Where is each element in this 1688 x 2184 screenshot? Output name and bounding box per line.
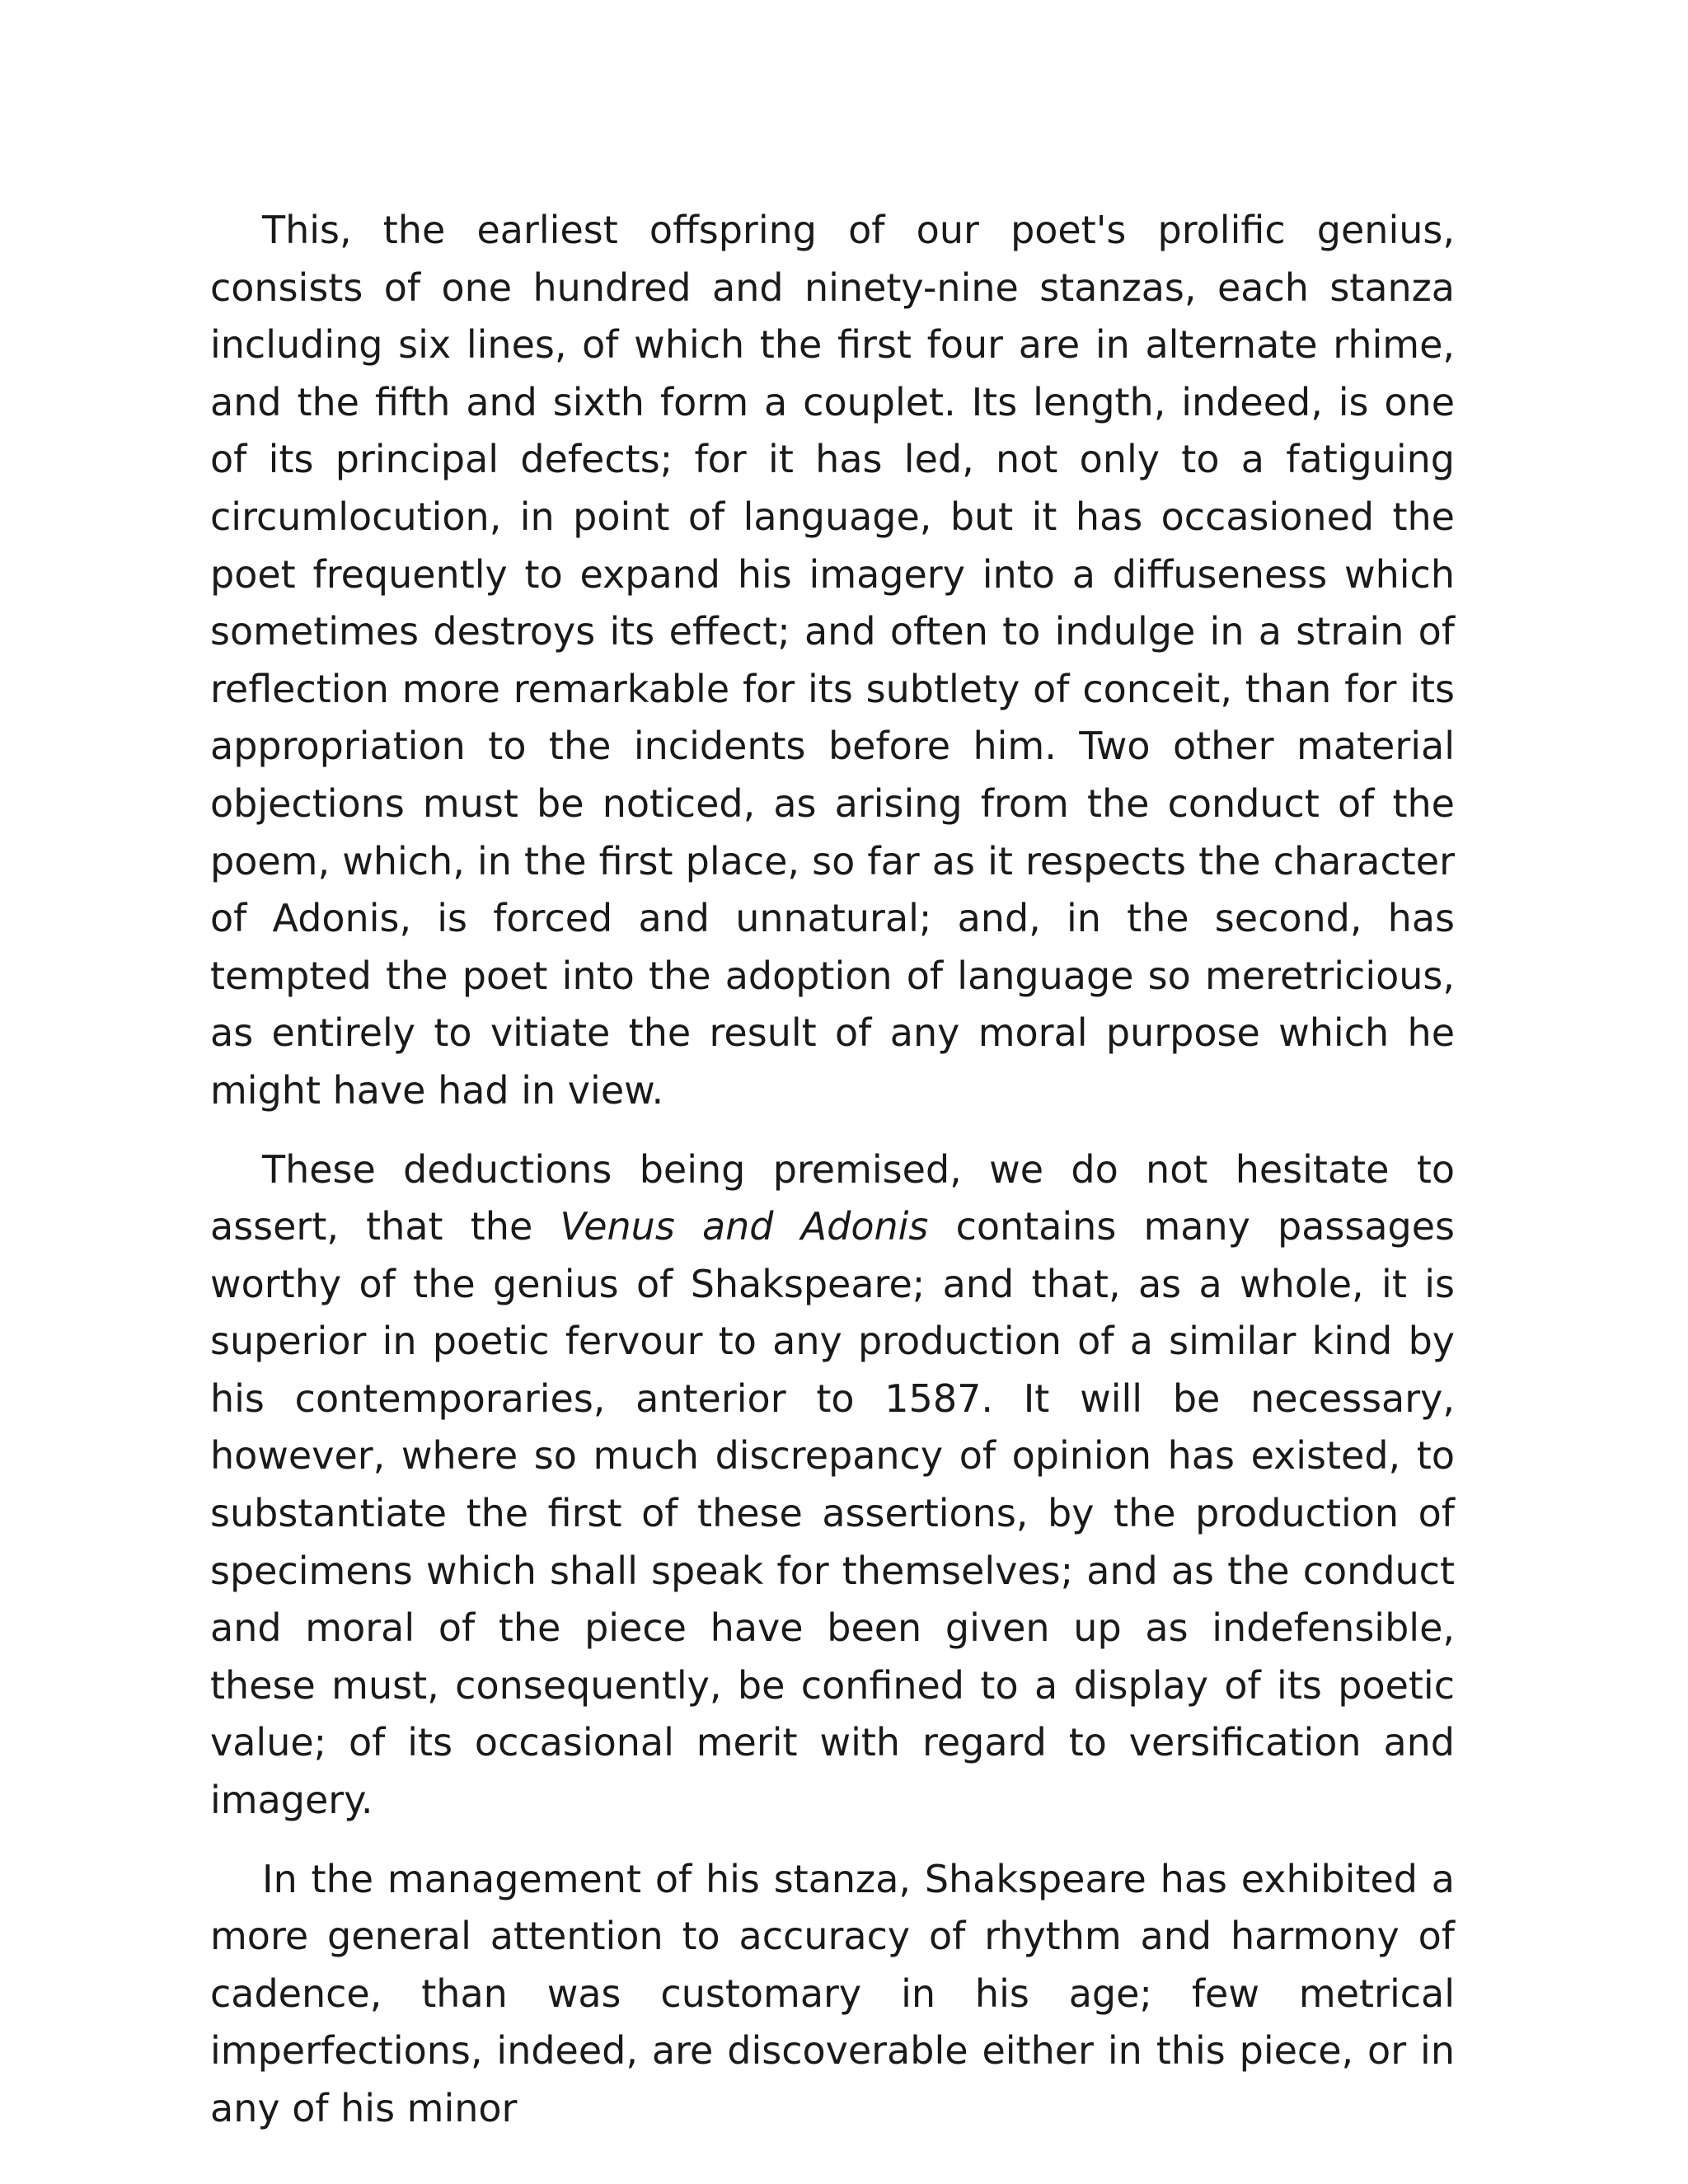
paragraph-3: In the management of his stanza, Shakspeare has exhibited a more general attention to accuracy of rhythm and harmony of cadence, than was customary in his age; few metrical imperfections, indeed, are discoverable either in this piece, or in any of his minor [210, 1856, 1455, 2130]
poem-title: Venus and Adonis [560, 1204, 929, 1249]
document-page [210, 202, 1455, 2159]
paragraph-1: This, the earliest offspring of our poet's prolific genius, consists of one hundred and ninety-nine stanzas, each stanza including six lines, of which the first four are in alternate rhime, and the fifth and sixth form a couplet. Its length, indeed, is one of its principal defects; for it has led, not only to a fatiguing circumlocution, in point of language, but it has occasioned the poet frequently to expand his imagery into a diffuseness which sometimes destroys its effect; and often to indulge in a strain of reflection more remarkable for its subtlety of conceit, than for its appropriation to the incidents before him. Two other material objections must be noticed, as arising from the conduct of the poem, which, in the first place, so far as it respects the character of Adonis, is forced and unnatural; and, in the second, has tempted the poet into the adoption of language so meretricious, as entirely to vitiate the result of any moral purpose which he might have had in view. [210, 208, 1455, 1113]
paragraph-2-rest: contains many passages worthy of the genius of Shakspeare; and that, as a whole, it is superior in poetic fervour to any production of a similar kind by his contemporaries, anterior to 1587. It will be necessary, however, where so much discrepancy of opinion has existed, to substantiate the first of these assertions, by the production of specimens which shall speak for themselves; and as the conduct and moral of the piece have been given up as indefensible, these must, consequently, be confined to a display of its poetic value; of its occasional merit with regard to versification and imagery. [210, 1204, 1455, 1823]
paragraph-2 [210, 1141, 1455, 1830]
paragraph-2-intro: These deductions being premised, we do not hesitate to assert, that the [210, 1146, 1455, 1249]
